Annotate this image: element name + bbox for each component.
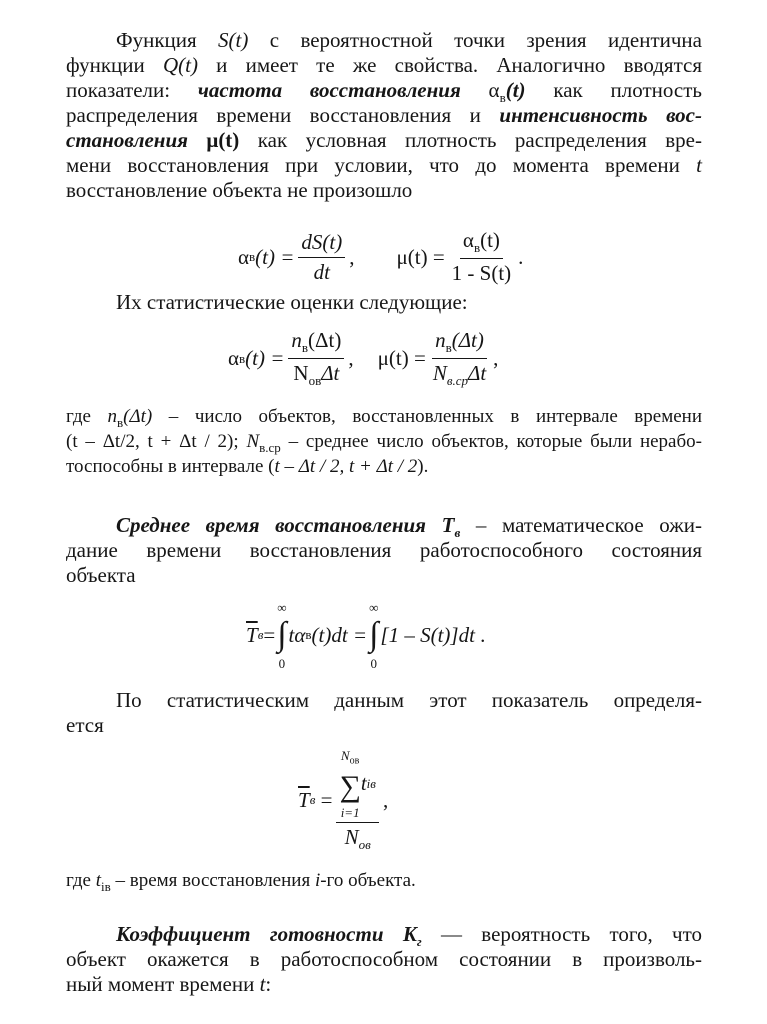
text-line: становления μ(t) как условная плотность распределения вре- <box>66 128 702 152</box>
text-line: ный момент времени t: <box>66 972 272 996</box>
paragraph-where-definitions <box>66 404 702 479</box>
text-line: где $n_в(\Delta t)$ – число объектов, восстановленных в интервале времени <box>66 406 703 430</box>
text-line: Среднее время восстановления $T_в$ – математическое ожи- <box>116 513 702 541</box>
text-line: объект окажется в работоспособном состоянии в произволь- <box>66 947 702 971</box>
integral-sign: ∞ ∫ 0 <box>277 600 287 671</box>
text-line: По статистическим данным этот показатель определя- <box>116 688 702 712</box>
text-line: тоспособны в интервале (t – Δt / 2, t + Δt / 2). <box>66 456 429 477</box>
formula-mean-recovery-time: $\overline{T}$ в = ∞ ∫ 0 tα в (t)dt = ∞ ∫ 0 [1 – S(t)]dt . <box>246 600 486 671</box>
text-line: мени восстановления при условии, что до момента времени t <box>66 153 702 177</box>
text-line: дание времени восстановления работоспособного состояния <box>66 538 702 562</box>
text-line: показатели: частота восстановления $\alpha_в(t)$ как плотность <box>66 78 702 106</box>
paragraph-statistical-estimates <box>66 290 702 315</box>
text-line: Коэффициент готовности $K_г$ — вероятность того, что <box>116 922 703 950</box>
paragraph-statistical-data <box>66 688 702 738</box>
formula-statistical-estimates: α в (t) = $n_в(\Delta t)$ $N_{ов}\Delta t$ , μ(t) = $n_в(\Delta t)$ $N_{в.ср}\Delta t$ , <box>228 328 499 389</box>
integral-sign: ∞ ∫ 0 <box>369 600 379 671</box>
text-line: (t – Δt/2, t + Δt / 2); $N_{в.ср}$ – среднее число объектов, которые были нерабо- <box>66 431 702 455</box>
text-line: функции Q(t) и имеет те же свойства. Аналогично вводятся <box>66 53 702 77</box>
paragraph-recovery-indicators <box>66 28 702 203</box>
formula-recovery-rate: α в (t) = $\frac{dS(t)}{dt}$ , μ(t) = $\alpha_в(t)$ 1 - S(t) . <box>238 228 524 286</box>
text-line: ется <box>66 713 104 737</box>
text-line: Их статистические оценки следующие: <box>116 290 468 314</box>
text-line: объекта <box>66 563 136 587</box>
text-line: где $t_{iв}$ – время восстановления i-го объекта. <box>66 870 416 894</box>
paragraph-mean-recovery-time <box>66 513 702 588</box>
text-line: восстановление объекта не произошло <box>66 178 413 202</box>
paragraph-availability-coefficient <box>66 922 702 997</box>
formula-mean-recovery-estimate: $\overline{T}$ в = $N_{ов}$ ∑ i=1 t iв $N_{ов}$ , <box>298 748 389 852</box>
text-line: распределения времени восстановления и интенсивность вос- <box>66 103 702 127</box>
text-line: Функция S(t) с вероятностной точки зрения идентична <box>116 28 702 52</box>
paragraph-t-definition <box>66 868 702 893</box>
summation-sign: $N_{ов}$ ∑ i=1 <box>339 748 361 820</box>
